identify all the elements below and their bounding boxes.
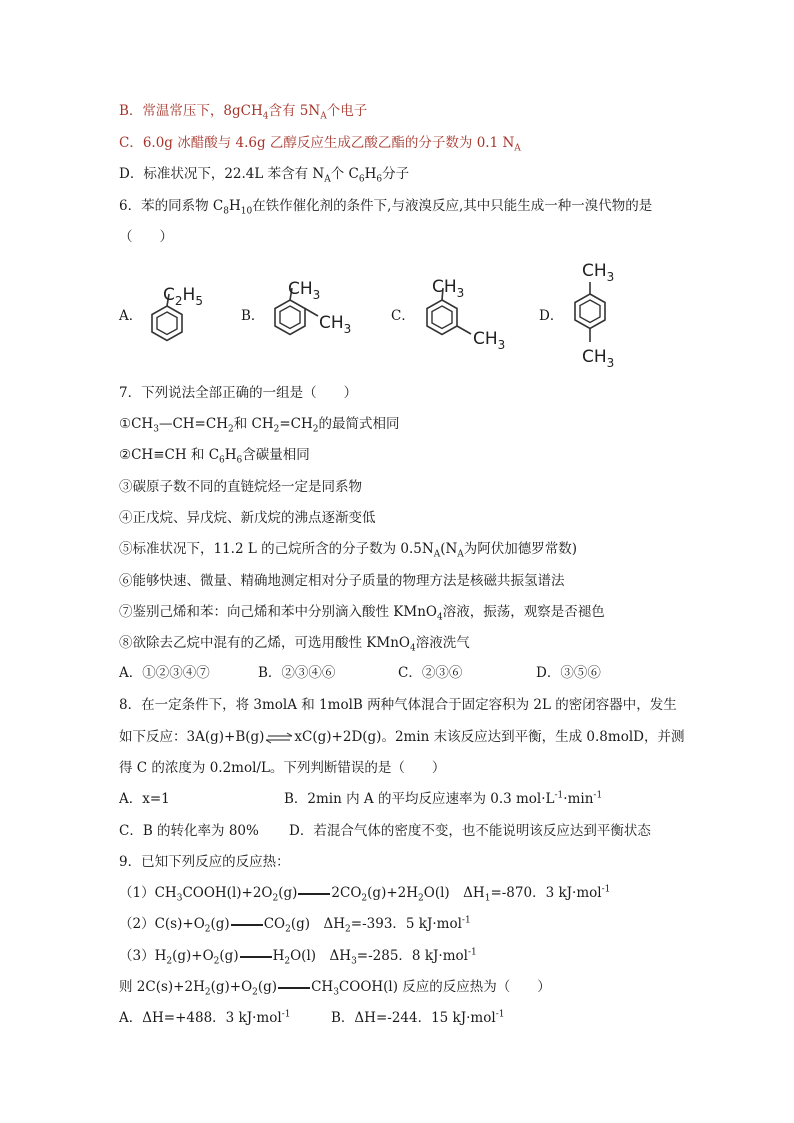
reaction-bar-icon <box>239 953 273 961</box>
q6-option-a-label: A． <box>119 308 143 324</box>
q7-statement-6: ⑥能够快速、微量、精确地测定相对分子质量的物理方法是核磁共振氢谱法 <box>119 573 565 589</box>
q9-reaction-1: $(1)CH_3COOH(l)+2O_2(g)$ $2CO_2(g)+2H_2O(l)$ $\Delta H_1=-870$．3 kJ·mol$^{-1}$ <box>119 884 611 904</box>
q7-statement-1: $①CH_3—CH=CH_2$和 $CH_2=CH_2$的最简式相同 <box>119 416 400 435</box>
q7-statement-5: ⑤标准状况下，11.2 L 的己烷所含的分子数为 $0.5N_A(N_A$为阿伏加德罗常数) <box>119 541 578 560</box>
q7-stem: 7．下列说法全部正确的一组是（ ） <box>119 385 358 401</box>
q9-option-a: A．ΔH=+488．3 kJ·mol$^{-1}$ <box>119 1009 291 1026</box>
q6-option-b-label: B． <box>241 308 265 324</box>
ethylbenzene-structure <box>145 270 225 360</box>
q7-option-b: B．②③④⑥ <box>258 665 336 681</box>
m-xylene-structure <box>413 268 523 358</box>
q8-option-d: D．若混合气体的密度不变，也不能说明该反应达到平衡状态 <box>289 823 651 839</box>
equilibrium-arrow-icon <box>264 732 294 744</box>
q8-option-a: A．x=1 <box>119 791 170 807</box>
svg-text:CH3: $CH_3$ <box>288 279 321 302</box>
q9-option-b: B．ΔH=-244．15 kJ·mol$^{-1}$ <box>331 1009 505 1026</box>
q7-option-a: A．①②③④⑦ <box>119 665 210 681</box>
q9-stem: 9．已知下列反应的反应热： <box>119 854 290 870</box>
svg-text:CH3: $CH_3$ <box>582 261 615 284</box>
q7-option-d: D．③⑤⑥ <box>536 665 601 681</box>
q7-option-c: C．②③⑥ <box>398 665 463 681</box>
q8-option-c: C．B 的转化率为 80% <box>119 823 259 839</box>
q8-stem-line-2: 如下反应：3A(g)+B(g) xC(g)+2D(g)。2min 末该反应达到平衡，生成 0.8molD，并测 <box>119 729 685 745</box>
q7-statement-2: ②CH≡CH 和 $C_6H_6$含碳量相同 <box>119 447 310 466</box>
q7-statement-3: ③碳原子数不同的直链烷烃一定是同系物 <box>119 479 362 495</box>
q8-stem-line-1: 8．在一定条件下，将 3molA 和 1molB 两种气体混合于固定容积为 2L 的密闭容器中，发生 <box>119 697 677 713</box>
q6-option-d-label: D． <box>539 308 564 324</box>
svg-text:CH3: $CH_3$ <box>473 329 506 352</box>
svg-text:C2H5: $C_2H_5$ <box>163 285 203 308</box>
svg-text:CH3: $CH_3$ <box>432 277 465 300</box>
q6-option-c-label: C． <box>391 308 415 324</box>
p-xylene-structure <box>560 252 640 372</box>
q6-paren: （ ） <box>119 229 173 245</box>
q5-option-d: D．标准状况下，22.4L 苯含有 $N_A$个 $C_6H_6$分子 <box>119 166 410 185</box>
q5-option-c: C．6.0g 冰醋酸与 4.6g 乙醇反应生成乙酸乙酯的分子数为 0.1 $N_A$ <box>119 135 521 154</box>
q7-statement-7: ⑦鉴别己烯和苯：向己烯和苯中分别滴入酸性 KMnO$_4$溶液，振荡，观察是否褪色 <box>119 604 605 623</box>
o-xylene-structure <box>263 272 373 362</box>
reaction-bar-icon <box>277 984 311 992</box>
q9-reaction-2: $(2)C(s)+O_2(g)$ $CO_2(g)$ $\Delta H_2=-393$．5 kJ·mol$^{-1}$ <box>119 915 471 935</box>
svg-text:CH3: $CH_3$ <box>319 313 352 336</box>
q8-stem-line-3: 得 C 的浓度为 0.2mol/L。下列判断错误的是（ ） <box>119 760 446 776</box>
reaction-bar-icon <box>230 921 264 929</box>
q7-statement-8: ⑧欲除去乙烷中混有的乙烯，可选用酸性 KMnO$_4$溶液洗气 <box>119 635 470 654</box>
q9-reaction-3: $(3)H_2(g)+O_2(g)$ $H_2O(l)$ $\Delta H_3=-285$．8 kJ·mol$^{-1}$ <box>119 947 477 967</box>
q7-statement-4: ④正戊烷、异戊烷、新戊烷的沸点逐渐变低 <box>119 510 376 526</box>
reaction-bar-icon <box>297 890 331 898</box>
q8-option-b: B．2min 内 A 的平均反应速率为 0.3 $mol\cdot L^{-1}\cdot\min^{-1}$ <box>284 790 603 807</box>
q5-option-b: B．常温常压下，8gCH$_4$含有 $5N_A$个电子 <box>119 103 368 122</box>
q6-stem: 6．苯的同系物 $C_8H_{10}$在铁作催化剂的条件下,与液溴反应,其中只能生成一种一溴代物的是 <box>119 198 653 217</box>
svg-text:CH3: $CH_3$ <box>582 347 615 370</box>
q9-question: 则 $2C(s)+2H_2(g)+O_2(g)$ $CH_3COOH(l)$ 反应的反应热为（ ） <box>119 979 551 998</box>
